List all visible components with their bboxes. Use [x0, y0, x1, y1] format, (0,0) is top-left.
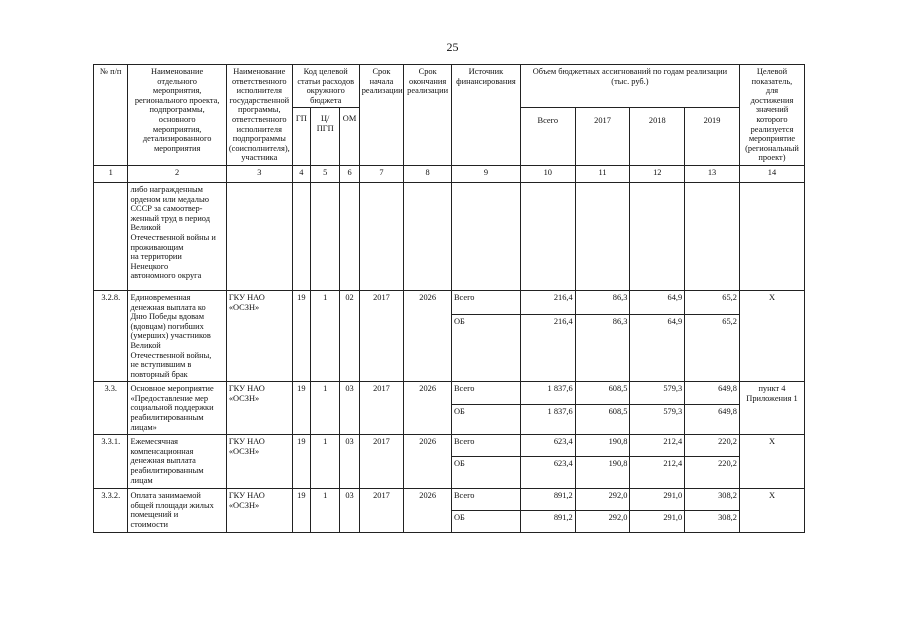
- row-end: 2026: [404, 290, 452, 381]
- header-2018: 2018: [630, 108, 685, 166]
- row-num: 3.3.: [94, 382, 128, 435]
- row-source-ob: ОБ: [451, 404, 520, 435]
- row-source-ob: ОБ: [451, 511, 520, 533]
- row-source-total: Всего: [451, 382, 520, 404]
- value-total: 1 837,6: [520, 404, 575, 435]
- row-start: 2017: [359, 489, 404, 533]
- row-om: 03: [340, 382, 359, 435]
- row-target: Х: [739, 435, 804, 489]
- row-source-ob: ОБ: [451, 457, 520, 489]
- col-index: 9: [451, 165, 520, 182]
- header-source: Источник финансирования: [451, 65, 520, 166]
- header-2017: 2017: [575, 108, 630, 166]
- col-index: 13: [685, 165, 740, 182]
- col-index: 4: [292, 165, 310, 182]
- value-2017: 292,0: [575, 489, 630, 511]
- col-index: 7: [359, 165, 404, 182]
- row-gp: 19: [292, 435, 310, 489]
- row-target: Х: [739, 290, 804, 381]
- row-executor: ГКУ НАО «ОСЗН»: [226, 489, 292, 533]
- header-name: Наименование отдельного мероприятия, регионального проекта, подпрограммы, основного мероприятия, детализированного мероприятия: [128, 65, 226, 166]
- value-2017: 190,8: [575, 435, 630, 457]
- row-source-total: Всего: [451, 489, 520, 511]
- row-target: Х: [739, 489, 804, 533]
- row-start: 2017: [359, 382, 404, 435]
- row-end: 2026: [404, 435, 452, 489]
- value-total: 891,2: [520, 489, 575, 511]
- value-total: 216,4: [520, 314, 575, 382]
- row-source-total: Всего: [451, 435, 520, 457]
- value-2017: 190,8: [575, 457, 630, 489]
- row-cpgp: 1: [310, 435, 339, 489]
- row-gp: 19: [292, 290, 310, 381]
- value-2019: 65,2: [685, 290, 740, 314]
- value-2019: 649,8: [685, 382, 740, 404]
- row-cpgp: 1: [310, 382, 339, 435]
- value-2019: 308,2: [685, 489, 740, 511]
- row-gp: 19: [292, 382, 310, 435]
- row-name: Ежемесячная компенсационная денежная выплата реабилитированным лицам: [128, 435, 226, 489]
- row-source-ob: ОБ: [451, 314, 520, 382]
- row-start: 2017: [359, 290, 404, 381]
- header-row: [94, 65, 805, 108]
- value-2018: 291,0: [630, 489, 685, 511]
- budget-table: [93, 64, 805, 533]
- row-om: 03: [340, 489, 359, 533]
- row-cpgp: 1: [310, 290, 339, 381]
- row-num: 3.3.1.: [94, 435, 128, 489]
- col-index: 12: [630, 165, 685, 182]
- value-2018: 291,0: [630, 511, 685, 533]
- header-gp: ГП: [292, 108, 310, 166]
- value-2017: 292,0: [575, 511, 630, 533]
- header-cpgp: Ц/ПГП: [310, 108, 339, 166]
- header-code: Код целевой статьи расходов окружного бюджета: [292, 65, 359, 108]
- value-2017: 86,3: [575, 314, 630, 382]
- table-row: [94, 435, 805, 457]
- col-index: 10: [520, 165, 575, 182]
- row-target: пункт 4 Приложения 1: [739, 382, 804, 435]
- row-gp: 19: [292, 489, 310, 533]
- value-2018: 64,9: [630, 314, 685, 382]
- value-2018: 212,4: [630, 435, 685, 457]
- value-2017: 608,5: [575, 382, 630, 404]
- row-executor: ГКУ НАО «ОСЗН»: [226, 435, 292, 489]
- page-number: 25: [446, 40, 459, 54]
- value-2019: 220,2: [685, 457, 740, 489]
- header-start: Срок начала реализации: [359, 65, 404, 166]
- header-2019: 2019: [685, 108, 740, 166]
- header-om: ОМ: [340, 108, 359, 166]
- table-row: [94, 489, 805, 511]
- continuation-row: [94, 182, 805, 290]
- table-row: [94, 382, 805, 404]
- col-index: 3: [226, 165, 292, 182]
- header-num: № п/п: [94, 65, 128, 166]
- col-index: 11: [575, 165, 630, 182]
- col-index: 2: [128, 165, 226, 182]
- col-index: 1: [94, 165, 128, 182]
- row-executor: ГКУ НАО «ОСЗН»: [226, 290, 292, 381]
- value-2019: 308,2: [685, 511, 740, 533]
- col-index: 6: [340, 165, 359, 182]
- column-index-row: [94, 165, 805, 182]
- row-name: Оплата занимаемой общей площади жилых помещений и стоимости: [128, 489, 226, 533]
- value-total: 216,4: [520, 290, 575, 314]
- row-om: 03: [340, 435, 359, 489]
- row-start: 2017: [359, 435, 404, 489]
- row-source-total: Всего: [451, 290, 520, 314]
- value-total: 623,4: [520, 457, 575, 489]
- value-2018: 212,4: [630, 457, 685, 489]
- value-2019: 65,2: [685, 314, 740, 382]
- value-total: 891,2: [520, 511, 575, 533]
- header-volume: Объем бюджетных ассигнований по годам реализации (тыс. руб.): [520, 65, 739, 108]
- header-target: Целевой показатель, для достижения значений которого реализуется мероприятие (региональный проект): [739, 65, 804, 166]
- header-executor: Наименование ответственного исполнителя государственной программы, ответственного исполнителя подпрограммы (соисполнителя), участника: [226, 65, 292, 166]
- value-2019: 220,2: [685, 435, 740, 457]
- value-2017: 608,5: [575, 404, 630, 435]
- row-num: 3.3.2.: [94, 489, 128, 533]
- col-index: 5: [310, 165, 339, 182]
- col-index: 8: [404, 165, 452, 182]
- row-num: 3.2.8.: [94, 290, 128, 381]
- value-2018: 579,3: [630, 404, 685, 435]
- row-executor: ГКУ НАО «ОСЗН»: [226, 382, 292, 435]
- value-2017: 86,3: [575, 290, 630, 314]
- header-end: Срок окончания реализации: [404, 65, 452, 166]
- header-total: Всего: [520, 108, 575, 166]
- row-name: Основное мероприятие «Предоставление мер социальной поддержки реабилитированным лицам»: [128, 382, 226, 435]
- row-end: 2026: [404, 489, 452, 533]
- row-name: Единовременная денежная выплата ко Дню Победы вдовам (вдовцам) погибших (умерших) участников Великой Отечественной войны, не вступившим в повторный брак: [128, 290, 226, 381]
- value-total: 1 837,6: [520, 382, 575, 404]
- row-om: 02: [340, 290, 359, 381]
- col-index: 14: [739, 165, 804, 182]
- continuation-text: либо награжденным орденом или медалью СССР за самоотвер- женный труд в период Великой Отечественной войны и проживающим на территории Ненецкого автономного округа: [128, 182, 226, 290]
- value-2018: 64,9: [630, 290, 685, 314]
- row-end: 2026: [404, 382, 452, 435]
- value-2018: 579,3: [630, 382, 685, 404]
- row-cpgp: 1: [310, 489, 339, 533]
- value-total: 623,4: [520, 435, 575, 457]
- table-row: [94, 290, 805, 314]
- value-2019: 649,8: [685, 404, 740, 435]
